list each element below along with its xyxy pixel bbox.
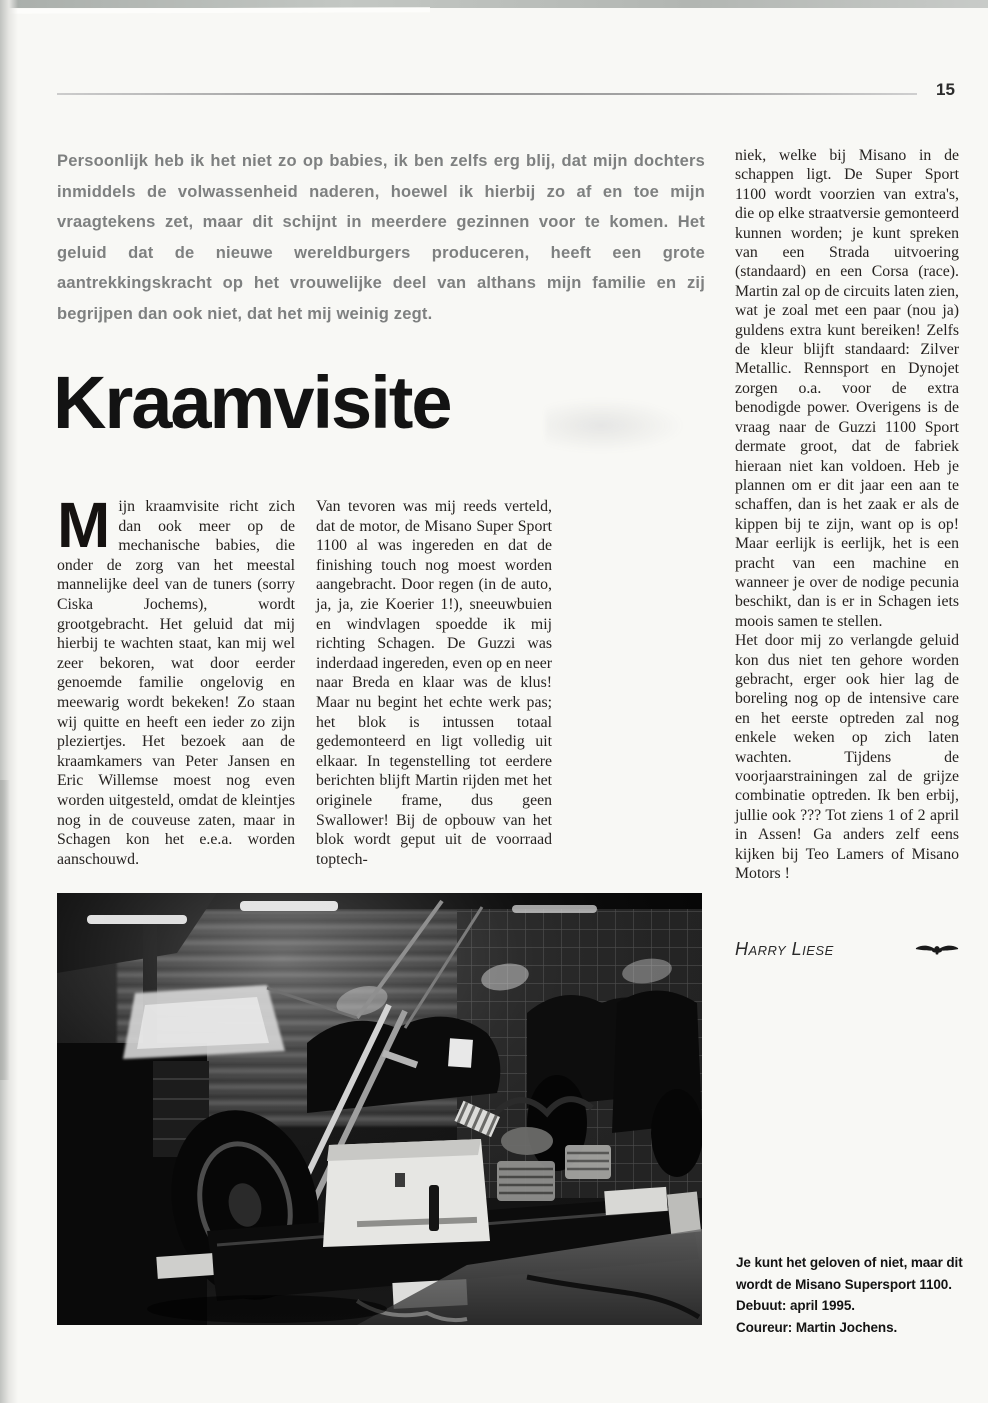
scan-edge-left bbox=[0, 0, 18, 1403]
column3-paragraph-1: niek, welke bij Misano in de schappen ligt. De Super Sport 1100 wordt voorzien van extra's, die op elke straatversie gemonteerd kunnen worden; je kunt spreken van een Strada uitvoering (standaard) en een Corsa (race). Martin zal op de circuits laten zien, wat je zoal met een paar (nou ja) guldens extra kunt bereiken! Zelfs de kleur blijft standaard: Zilver Metallic. Rennsport en Dynojet zorgen o.a. voor de extra benodigde power. Overigens is de vraag naar de Guzzi 1100 Sport dermate groot, dat de fabriek hieraan niet kan voldoen. Heb je plannen om er dit jaar een aan te schaffen, dan is het zaak er als de kippen bij te zijn, want op is op! Maar eerlijk is eerlijk, het is een pracht van een machine en wanneer je over de nodige pecunia beschikt, dan is er in Schagen iets moois samen te stellen. bbox=[735, 147, 959, 630]
caption-line-1: Je kunt het geloven of niet, maar dit wordt de Misano Supersport 1100. bbox=[736, 1255, 963, 1292]
print-showthrough-artifact bbox=[545, 398, 685, 453]
workshop-photo bbox=[57, 893, 702, 1325]
caption-line-2: Debuut: april 1995. bbox=[736, 1298, 855, 1313]
eagle-emblem-icon bbox=[915, 941, 959, 957]
body-column-1 bbox=[57, 489, 295, 869]
article-headline: Kraamvisite bbox=[53, 361, 451, 444]
column2-text: Van tevoren was mij reeds verteld, dat de motor, de Misano Super Sport 1100 al was ingereden en dat de finishing touch nog moest worden aangebracht. Door regen (in de auto, ja, ja, zie Koerier 1!), sneeuwbuien en windvlagen spoedde ik mij richting Schagen. De Guzzi was inderdaad ingereden, even op en neer naar Breda en klaar was de klus! Maar nu begint het echte werk pas; het blok is intussen totaal gedemonteerd en ligt volledig uit elkaar. In tegenstelling tot eerdere berichten blijft Martin rijden met het originele frame, dus geen Swallower! Bij de opbouw van het blok wordt geput uit de voorraad toptech- bbox=[316, 498, 552, 868]
dropcap-letter: M bbox=[57, 489, 111, 561]
caption-line-3: Coureur: Martin Jochens. bbox=[736, 1319, 898, 1335]
article-intro: Persoonlijk heb ik het niet zo op babies, ik ben zelfs erg blij, dat mijn dochters inmiddels de volwassenheid naderen, hoewel ik hierbij zo af en toe mijn vraagtekens zet, maar dit schijnt in meerdere gezinnen voor te komen. Het geluid dat de nieuwe wereldburgers produceren, heeft een grote aantrekkingskracht op het vrouwelijke deel van althans mijn familie en zij begrijpen dan ook niet, dat het mij weinig zegt. bbox=[57, 152, 705, 323]
page-number: 15 bbox=[936, 80, 955, 99]
header-rule bbox=[57, 93, 917, 95]
scan-edge-top bbox=[0, 0, 988, 8]
column3-paragraph-2: Het door mij zo verlangde geluid kon dus niet ten gehore worden gebracht, erger ook hier lag de boreling nog op de intensive care en het eerste optreden zal nog enkele weken op zich laten wachten. Tijdens de voorjaarstrainingen zal de grijze combinatie optreden. Ik ben erbij, jullie ook ??? Tot ziens 1 of 2 april in Assen! Ga anders zelf eens kijken bij Teo Lamers of Misano Motors ! bbox=[735, 632, 959, 883]
scan-edge-left-shadow bbox=[0, 780, 10, 1080]
author-byline: Harry Liese bbox=[735, 938, 834, 959]
body-column-3 bbox=[735, 146, 959, 883]
author-row bbox=[735, 938, 959, 960]
column1-text: ijn kraamvisite richt zich dan ook meer op de mechanische babies, die onder de zorg van het meestal mannelijke deel van de tuners (sorry Ciska Jochems), wordt grootgebracht. Het geluid dat mij hierbij te wachten staat, kan mij wel zeer bekoren, wat door eerder genoemde familie ongelovig en meewarig wordt bekeken! Zo staan wij quitte en heeft een ieder zo zijn pleziertjes. Het bezoek aan de kraamkamers van Peter Jansen en Eric Willemse moest nog even worden uitgesteld, omdat de kleintjes nog in de couveuse zaten, maar in Schagen kon het e.e.a. worden aanschouwd. bbox=[57, 498, 295, 868]
photo-caption bbox=[736, 1252, 976, 1338]
body-column-2 bbox=[316, 497, 552, 869]
scan-edge-top-highlight bbox=[0, 7, 430, 14]
